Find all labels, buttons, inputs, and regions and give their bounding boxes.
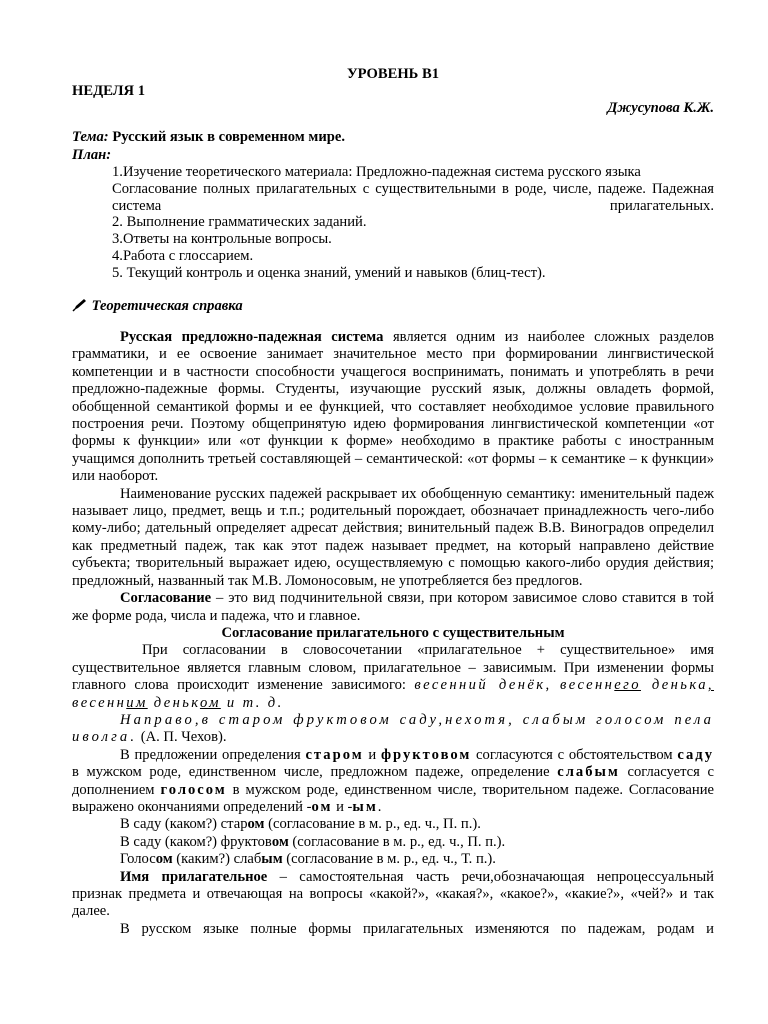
paragraph-text: в мужском роде, единственном числе, творительном падеже. Согласование выражено окончаниями определений - <box>72 781 714 815</box>
plan-item: 5. Текущий контроль и оценка знаний, умений и навыков (блиц-тест). <box>112 264 546 281</box>
example-text: весенн <box>560 677 615 694</box>
paragraph-text: При согласовании в словосочетании «прилагательное + существительное» имя существительное является главным словом, прилагательное – зависимым. При изменении формы главного слова происходит изменение зависимого: <box>72 642 714 694</box>
example-text: (согласование в м. р., ед. ч., Т. п.). <box>282 851 496 868</box>
highlight-word: старом <box>305 746 364 763</box>
example-ending: ым <box>261 851 283 868</box>
section-title: Теоретическая справка <box>91 297 243 314</box>
example-ending: его <box>614 677 641 694</box>
highlight-word: фруктовом <box>380 746 472 763</box>
quote-text: Направо,в старом фруктовом саду,нехотя, слабым голосом пела иволга. <box>72 711 714 746</box>
paragraph-text: согласуется с дополнением <box>72 764 714 798</box>
quote-source: (А. П. Чехов). <box>137 729 227 746</box>
paragraph-1 <box>72 329 714 486</box>
paragraph-4 <box>72 642 714 712</box>
example-ending: ом <box>199 694 221 711</box>
example-text: денька <box>640 677 708 694</box>
highlight-word: ом <box>311 798 333 815</box>
paragraph-text: в мужском роде, единственном числе, предложном падеже, определение <box>72 764 558 781</box>
plan-item: 2. Выполнение грамматических заданий. <box>112 214 367 231</box>
paragraph-text: – это вид подчинительной связи, при котором зависимое слово ставится в той же форме рода, числа и падежа, что и главное. <box>72 590 714 624</box>
paragraph-text: и <box>363 746 381 763</box>
level-heading: УРОВЕНЬ В1 <box>346 66 440 82</box>
paragraph-5 <box>72 747 714 817</box>
paragraph-7: В русском языке полные формы прилагательных изменяются по падежам, родам и <box>120 920 714 937</box>
example-text: В саду (каком?) стар <box>120 816 248 833</box>
example-text: (согласование в м. р., ед. ч., П. п.). <box>288 833 506 850</box>
example-text: деньк <box>147 694 200 711</box>
example-ending: ом <box>155 851 173 868</box>
highlight-word: голосом <box>160 781 227 798</box>
example-text: весенний денёк, <box>414 677 552 694</box>
highlight-word: ым <box>352 798 378 815</box>
plan-item: 3.Ответы на контрольные вопросы. <box>112 231 332 248</box>
paragraph-3 <box>72 590 714 625</box>
pencil-icon <box>72 298 88 312</box>
highlight-word: слабым <box>557 764 620 781</box>
paragraph-text: . <box>377 798 382 815</box>
section-heading <box>72 298 714 315</box>
paragraph-6 <box>72 869 714 921</box>
subheading: Согласование прилагательного с существительным <box>221 624 565 641</box>
highlight-word: саду <box>677 746 714 763</box>
example-ending: им <box>126 694 148 711</box>
quote-paragraph <box>72 712 714 747</box>
example-ending: , <box>707 677 714 694</box>
example-text: весенн <box>72 694 127 711</box>
term-bold: Имя прилагательное <box>120 868 268 885</box>
example-line <box>72 834 714 851</box>
topic-title: Русский язык в современном мире. <box>112 129 345 146</box>
plan-item: 1.Изучение теоретического материала: Предложно-падежная система русского языка <box>112 164 641 181</box>
document-page <box>72 66 714 938</box>
example-line <box>72 816 714 833</box>
paragraph-text: – самостоятельная часть речи,обозначающая непроцессуальный признак предмета и отвечающая на вопросы «какой?», «какая?», «какое?», «какие?», «чей?» и так далее. <box>72 868 714 920</box>
topic-line <box>72 129 714 146</box>
paragraph-text: согласуются с обстоятельством <box>471 746 678 763</box>
example-ending: ом <box>271 833 289 850</box>
example-text: (согласование в м. р., ед. ч., П. п.). <box>264 816 481 833</box>
example-text: (каким?) слаб <box>172 851 262 868</box>
paragraph-2: Наименование русских падежей раскрывает их обобщенную семантику: именительный падеж называет лицо, предмет, вещь и т.п.; родительный порождает, обозначает принадлежность чего-либо кому-либо; дательный определяет адресат действия; винительный падеж В.В. Виноградов определил как предметный падеж, так как этот падеж называет предмет, на который направлено действие субъекта; творительный выражает идею, осуществляемую с помощью какого-либо орудия действия; предложный, названный так М.В. Ломоносовым, не употребляется без предлогов. <box>72 485 714 589</box>
paragraph-text: и - <box>332 798 353 815</box>
plan-item: 4.Работа с глоссарием. <box>112 248 254 265</box>
topic-label: Тема: <box>72 129 109 146</box>
plan-item: Согласование полных прилагательных с существительными в роде, числе, падеже. Падежная система прилагательных. <box>112 180 714 214</box>
example-text: и т. д. <box>220 694 284 711</box>
week-heading: НЕДЕЛЯ 1 <box>72 83 146 100</box>
paragraph-text: является одним из наиболее сложных разделов грамматики, и ее освоение занимает значительное место при формировании лингвистической компетенции и в частности способности учащегося воспринимать, понимать и употреблять в речи предложно-падежные формы. Студенты, изучающие русский язык, должны овладеть формой, обобщенной семантикой формы и ее функцией, что составляет необходимое условие правильного построения речи. Поэтому общепринятую идею формирования лингвистической компетенции «от формы к функции» или «от функции к форме» необходимо в практике работы с иностранным учащимся дополнить третьей составляющей – семантической: «от формы – к семантике – к функции» или наоборот. <box>72 329 715 485</box>
author-name: Джусупова К.Ж. <box>607 99 714 116</box>
plan-label: План: <box>72 146 112 163</box>
example-line <box>72 851 714 868</box>
term-bold: Русская предложно-падежная система <box>120 329 384 346</box>
example-ending: ом <box>247 816 265 833</box>
term-bold: Согласование <box>120 590 212 607</box>
plan-list <box>72 164 714 282</box>
paragraph-text: В предложении определения <box>120 746 306 763</box>
example-text: Голос <box>120 851 156 868</box>
example-text: В саду (каком?) фруктов <box>120 833 272 850</box>
